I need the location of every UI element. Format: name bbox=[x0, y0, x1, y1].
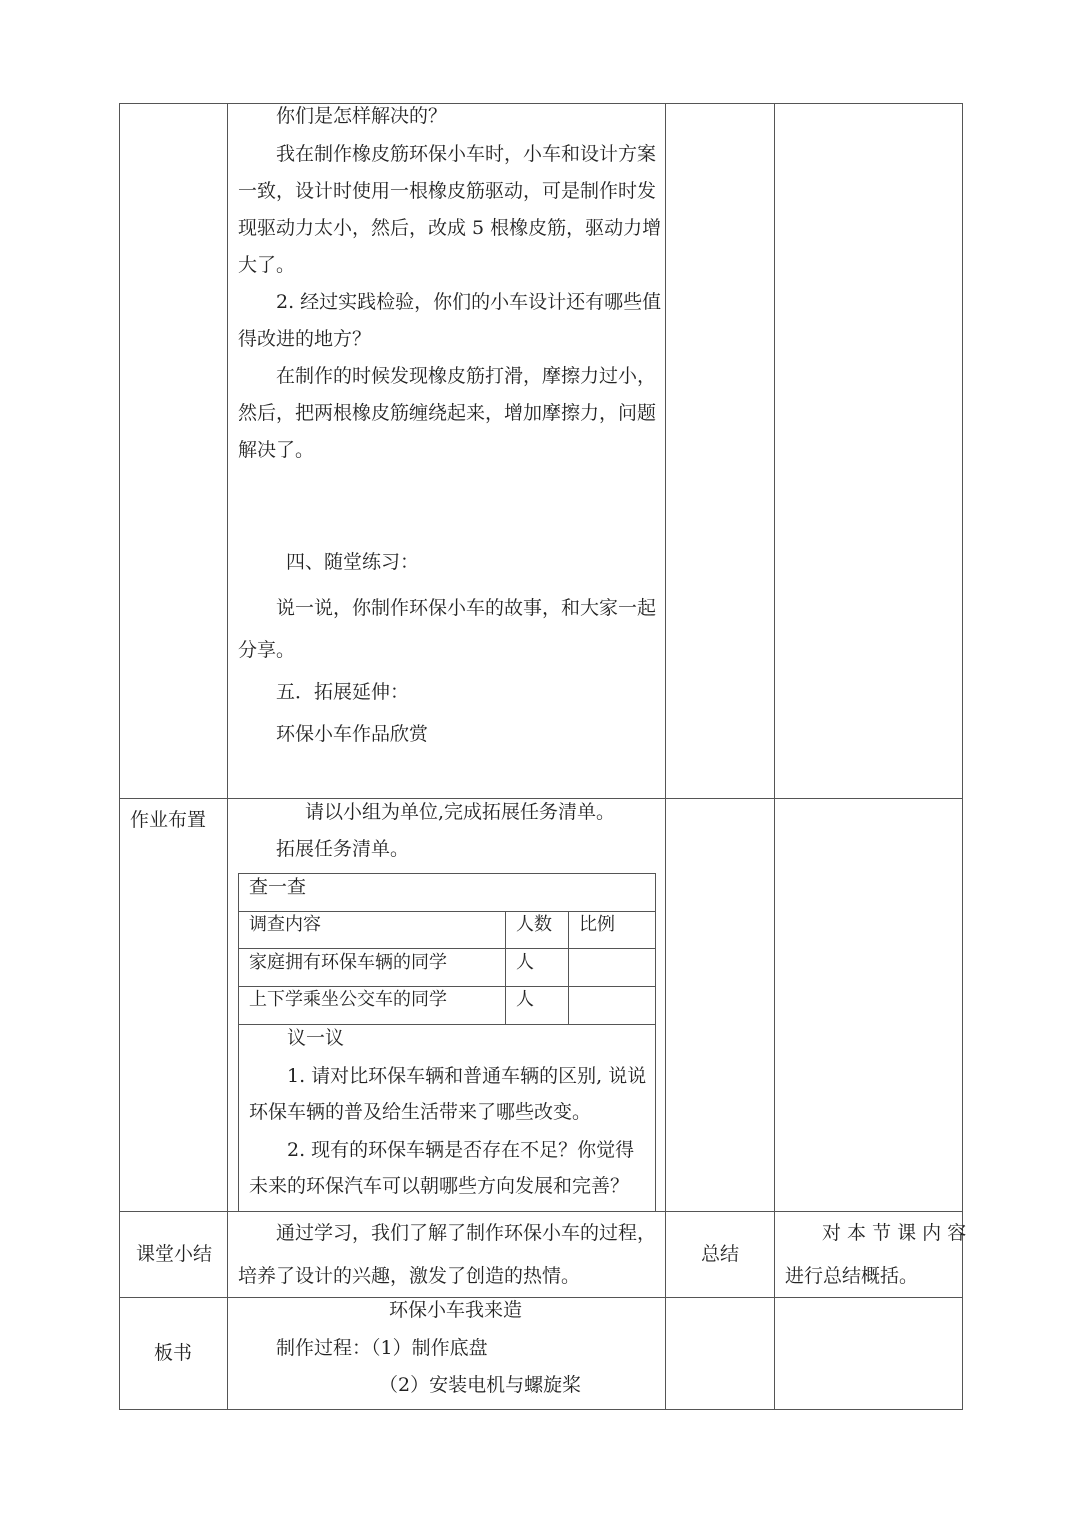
summary-intent: 对 本 节 课 内 容 bbox=[822, 1222, 967, 1244]
board-step: （2）安装电机与螺旋桨 bbox=[379, 1374, 582, 1396]
discuss-line: 2. 现有的环保车辆是否存在不足？你觉得 bbox=[287, 1139, 635, 1161]
task-table-divider bbox=[505, 911, 506, 1024]
row-divider bbox=[119, 1211, 963, 1212]
task-table-divider bbox=[238, 911, 656, 912]
row-label: 课堂小结 bbox=[136, 1243, 213, 1265]
paragraph-line: 在制作的时候发现橡皮筋打滑，摩擦力过小， bbox=[276, 365, 657, 387]
discuss-line: 环保车辆的普及给生活带来了哪些改变。 bbox=[249, 1101, 592, 1123]
row-divider bbox=[119, 798, 963, 799]
header-ratio: 比例 bbox=[579, 914, 615, 935]
column-divider bbox=[227, 103, 228, 1410]
table-cell: 人 bbox=[516, 989, 534, 1010]
discuss-line: 未来的环保汽车可以朝哪些方向发展和完善？ bbox=[249, 1175, 630, 1197]
paragraph-line: 大了。 bbox=[238, 254, 296, 276]
section-heading: 四、随堂练习： bbox=[286, 551, 420, 573]
task-table-border bbox=[238, 873, 656, 874]
header-survey: 调查内容 bbox=[249, 914, 321, 935]
section-heading: 五．拓展延伸： bbox=[276, 681, 410, 703]
column-divider bbox=[119, 103, 120, 1410]
header-count: 人数 bbox=[516, 914, 552, 935]
paragraph-line: 说一说，你制作环保小车的故事，和大家一起 bbox=[276, 597, 657, 619]
table-cell: 家庭拥有环保车辆的同学 bbox=[249, 952, 447, 973]
discuss-title: 议一议 bbox=[287, 1027, 345, 1049]
task-table-divider bbox=[238, 986, 656, 987]
task-table-divider bbox=[238, 1024, 656, 1025]
paragraph-line: 现驱动力太小，然后，改成 5 根橡皮筋，驱动力增 bbox=[238, 217, 662, 239]
paragraph-line: 2. 经过实践检验，你们的小车设计还有哪些值 bbox=[276, 291, 662, 313]
summary-line: 培养了设计的兴趣，激发了创造的热情。 bbox=[238, 1265, 581, 1287]
paragraph-line: 然后，把两根橡皮筋缠绕起来，增加摩擦力，问题 bbox=[238, 402, 657, 424]
summary-line: 通过学习，我们了解了制作环保小车的过程， bbox=[276, 1222, 657, 1244]
task-table-border bbox=[238, 873, 239, 1211]
column-divider bbox=[665, 103, 666, 1410]
board-title: 环保小车我来造 bbox=[389, 1299, 523, 1321]
row-label: 板书 bbox=[154, 1342, 193, 1364]
paragraph-line: 我在制作橡皮筋环保小车时，小车和设计方案 bbox=[276, 143, 657, 165]
row-divider bbox=[119, 1297, 963, 1298]
task-table-border bbox=[655, 873, 656, 1211]
board-step: 制作过程：（1）制作底盘 bbox=[276, 1337, 488, 1359]
homework-instruction: 请以小组为单位,完成拓展任务清单。 bbox=[305, 801, 616, 823]
column-divider bbox=[774, 103, 775, 1410]
paragraph-line: 环保小车作品欣赏 bbox=[276, 723, 429, 745]
homework-subtitle: 拓展任务清单。 bbox=[276, 838, 410, 860]
check-title: 查一查 bbox=[249, 876, 307, 898]
paragraph-line: 一致，设计时使用一根橡皮筋驱动，可是制作时发 bbox=[238, 180, 657, 202]
paragraph-line: 解决了。 bbox=[238, 439, 315, 461]
table-border-right bbox=[962, 103, 963, 1410]
task-table-divider bbox=[568, 911, 569, 1024]
summary-intent: 进行总结概括。 bbox=[785, 1265, 919, 1287]
discuss-line: 1. 请对比环保车辆和普通车辆的区别, 说说 bbox=[287, 1065, 647, 1087]
table-border-top bbox=[119, 103, 963, 104]
table-border-bottom bbox=[119, 1409, 963, 1410]
paragraph-line: 你们是怎样解决的？ bbox=[276, 105, 448, 127]
task-table-divider bbox=[238, 948, 656, 949]
table-cell: 上下学乘坐公交车的同学 bbox=[249, 989, 447, 1010]
row-label: 作业布置 bbox=[130, 809, 207, 831]
summary-activity: 总结 bbox=[701, 1243, 740, 1265]
table-cell: 人 bbox=[516, 952, 534, 973]
paragraph-line: 得改进的地方？ bbox=[238, 328, 372, 350]
paragraph-line: 分享。 bbox=[238, 639, 296, 661]
